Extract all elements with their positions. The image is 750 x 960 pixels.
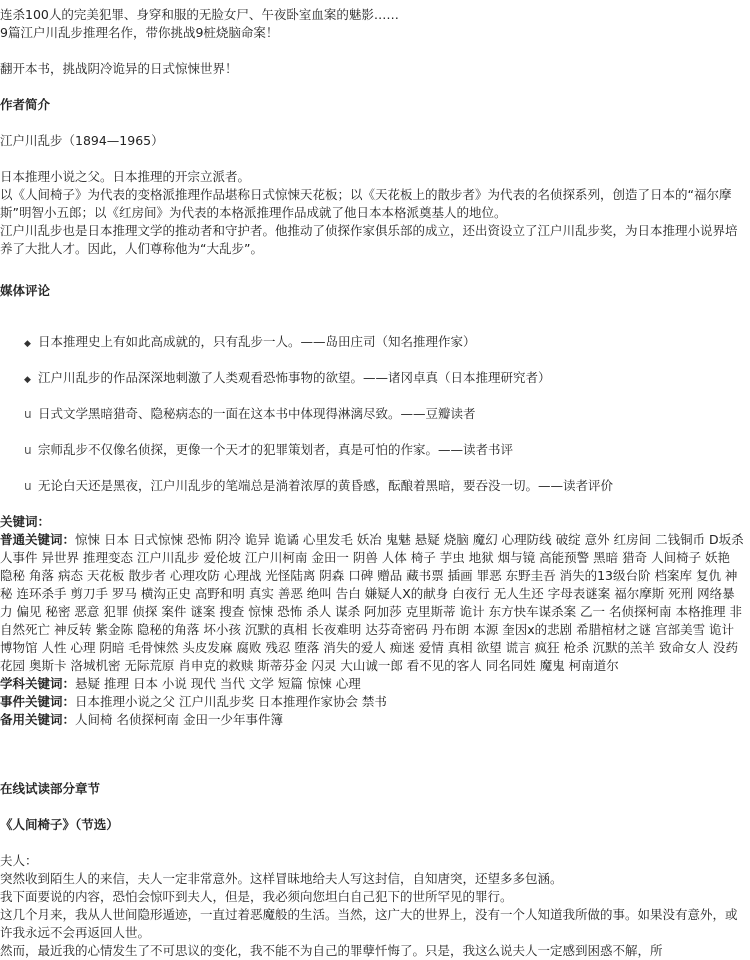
media-review-text: 日式文学黑暗猎奇、隐秘病态的一面在这本书中体现得淋漓尽致。——豆瓣读者 [38,406,476,421]
subject-keywords-text: 悬疑 推理 日本 小说 现代 当代 文学 短篇 惊悚 心理 [75,676,361,691]
backup-keywords [0,711,744,729]
keywords-heading: 关键词： [0,514,51,529]
diamond-bullet-icon: ◆ [24,339,31,349]
author-name-wrap [0,132,744,150]
media-review-text: 江户川乱步的作品深深地刺激了人类观看恐怖事物的欲望。——诸冈卓真（日本推理研究者） [38,370,551,385]
author-bio-p2: 以《人间椅子》为代表的变格派推理作品堪称日式惊悚天花板；以《天花板上的散步者》为代表的名侦探系列，创造了日本的“福尔摩斯”明智小五郎；以《红房间》为代表的本格派推理作品成就了他日本本格派奠基人的地位。 [0,187,732,220]
keywords-section [0,513,744,729]
author-bio-p1: 日本推理小说之父。日本推理的开宗立派者。 [0,169,251,184]
backup-keywords-label: 备用关键词： [0,712,76,727]
intro-line-3-wrap [0,60,744,78]
excerpt-line-2: 突然收到陌生人的来信，夫人一定非常意外。这样冒昧地给夫人写这封信，自知唐突，还望多多包涵。 [0,871,563,886]
subject-keywords-label: 学科关键词： [0,676,76,691]
media-review-text: 日本推理史上有如此高成就的，只有乱步一人。——岛田庄司（知名推理作家） [38,334,476,349]
subject-keywords [0,675,744,693]
u-bullet-icon: u [24,407,32,421]
general-keywords [0,531,744,675]
excerpt-line-5: 然而，最近我的心情发生了不可思议的变化，我不能不为自己的罪孽忏悔了。只是，我这么说夫人一定感到困惑不解，所 [0,943,663,958]
intro-line-2: 9篇江户川乱步推理名作，带你挑战9桩烧脑命案！ [0,25,279,40]
media-review-item [24,477,744,495]
event-keywords-text: 日本推理小说之父 江户川乱步奖 日本推理作家协会 禁书 [75,694,387,709]
excerpt-body [0,852,744,960]
u-bullet-icon: u [24,479,32,493]
excerpt-line-4: 这几个月来，我从人世间隐形遁迹，一直过着恶魔般的生活。当然，这广大的世界上，没有一个人知道我所做的事。如果没有意外，或许我永远不会再返回人世。 [0,907,738,940]
general-keywords-text: 惊悚 日本 日式惊悚 恐怖 阴冷 诡异 诡谲 心里发毛 妖冶 鬼魅 悬疑 烧脑 魔幻 心理防线 破绽 意外 红房间 二钱铜币 D坂杀人事件 异世界 推理变态 江户川乱步 爱伦坡 江户川柯南 金田一 阴兽 人体 椅子 芋虫 地狱 烟与镜 高能预警 黑暗 猎奇 人间椅子 妖艳 隐秘 角落 病态 天花板 散步者 心理攻防 心理战 光怪陆离 阴森 口碑 赠品 藏书票 插画 罪恶 东野圭吾 消失的13级台阶 档案库 复仇 神秘 连环杀手 剪刀手 罗马 横沟正史 高野和明 真实 善恶 绝叫 告白 嫌疑人X的献身 白夜行 无人生还 字母表谜案 福尔摩斯 死刑 网络暴力 偏见 秘密 恶意 犯罪 侦探 案件 谜案 搜查 惊悚 恐怖 杀人 谋杀 阿加莎 克里斯蒂 诡计 东方快车谋杀案 乙一 名侦探柯南 本格推理 非自然死亡 神反转 紫金陈 隐秘的角落 坏小孩 沉默的真相 长夜难明 达芬奇密码 丹布朗 本源 奎因x的悲剧 希腊棺材之谜 宫部美雪 诡计博物馆 人性 心理 阴暗 毛骨悚然 头皮发麻 腐败 残忍 堕落 消失的爱人 痴迷 爱情 真相 欲望 谎言 疯狂 枪杀 沉默的羔羊 致命女人 没药花园 奥斯卡 洛城机密 无际荒原 肖申克的救赎 斯蒂芬金 闪灵 大山诚一郎 看不见的客人 同名同姓 魔鬼 柯南道尔 [0,532,744,673]
excerpt-heading: 在线试读部分章节 [0,781,101,796]
media-review-item [24,405,744,423]
u-bullet-icon: u [24,443,32,457]
media-heading-wrap [0,282,744,300]
media-review-item [24,369,744,389]
intro-section [0,6,744,42]
media-review-text: 无论白天还是黑夜，江户川乱步的笔端总是淌着浓厚的黄昏感，酝酿着黑暗，要吞没一切。——读者评价 [38,478,614,493]
event-keywords-label: 事件关键词： [0,694,76,709]
author-bio-p3: 江户川乱步也是日本推理文学的推动者和守护者。他推动了侦探作家俱乐部的成立，还出资设立了江户川乱步奖，为日本推理小说界培养了大批人才。因此，人们尊称他为“大乱步”。 [0,223,738,256]
media-heading: 媒体评论 [0,283,51,298]
intro-line-3: 翻开本书，挑战阴冷诡异的日式惊悚世界！ [0,61,238,76]
backup-keywords-text: 人间椅 名侦探柯南 金田一少年事件簿 [75,712,283,727]
author-heading-wrap [0,96,744,114]
media-review-item [24,333,744,353]
author-heading: 作者简介 [0,97,51,112]
excerpt-heading-wrap [0,780,744,798]
general-keywords-label: 普通关键词： [0,532,76,547]
event-keywords [0,693,744,711]
author-bio [0,168,744,258]
media-review-text: 宗师乱步不仅像名侦探，更像一个天才的犯罪策划者，真是可怕的作家。——读者书评 [38,442,514,457]
excerpt-title: 《人间椅子》（节选） [0,817,119,832]
excerpt-line-1: 夫人： [0,853,38,868]
excerpt-line-3: 我下面要说的内容，恐怕会惊吓到夫人，但是，我必须向您坦白自己犯下的世所罕见的罪行。 [0,889,513,904]
author-name: 江户川乱步（1894—1965） [0,133,164,148]
excerpt-title-wrap [0,816,744,834]
diamond-bullet-icon: ◆ [24,375,31,385]
intro-line-1: 连杀100人的完美犯罪、身穿和服的无脸女尸、午夜卧室血案的魅影…… [0,7,399,22]
media-review-item [24,441,744,459]
